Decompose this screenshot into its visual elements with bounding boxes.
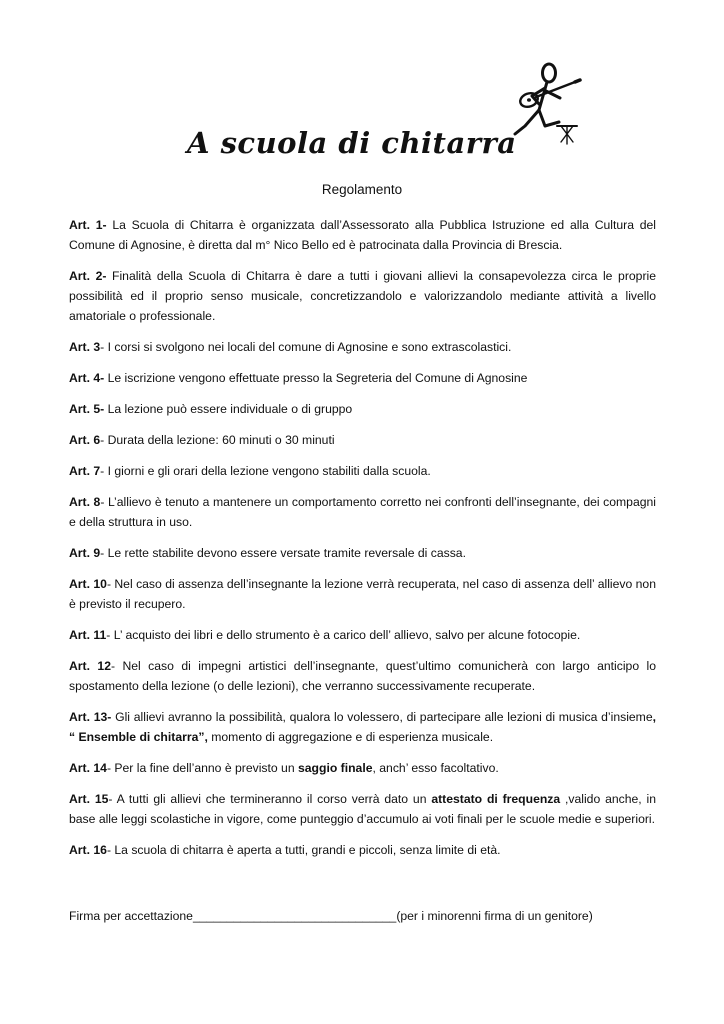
- article-text: Le iscrizione vengono effettuate presso la Segreteria del Comune di Agnosine: [104, 371, 528, 385]
- article-1: [69, 215, 656, 255]
- article-16: [69, 840, 656, 860]
- article-emphasis: saggio finale: [298, 761, 373, 775]
- article-label: Art. 4-: [69, 371, 105, 385]
- article-text: La Scuola di Chitarra è organizzata dall’Assessorato alla Pubblica Istruzione ed alla Cultura del Comune di Agnosine, è diretta dal m° Nico Bello ed è patrocinata dalla Provincia di Brescia.: [69, 218, 656, 252]
- article-label: Art. 15: [69, 792, 109, 806]
- article-label: Art. 11: [69, 628, 107, 642]
- article-text: , anch’ esso facoltativo.: [372, 761, 499, 775]
- article-label: Art. 16: [69, 843, 107, 857]
- article-label: Art. 1-: [69, 218, 107, 232]
- article-3: [69, 337, 656, 357]
- article-label: Art. 14: [69, 761, 107, 775]
- article-label: Art. 2-: [69, 269, 107, 283]
- article-label: Art. 12: [69, 659, 111, 673]
- article-text: - Nel caso di assenza dell’insegnante la lezione verrà recuperata, nel caso di assenza dell’ allievo non è previsto il recupero.: [69, 577, 656, 611]
- article-14: [69, 758, 656, 778]
- article-2: [69, 266, 656, 326]
- article-7: [69, 461, 656, 481]
- article-9: [69, 543, 656, 563]
- article-emphasis: attestato di frequenza: [431, 792, 561, 806]
- article-text: - Le rette stabilite devono essere versate tramite reversale di cassa.: [100, 546, 466, 560]
- signature-blank: ______________________________: [192, 909, 397, 923]
- article-11: [69, 625, 656, 645]
- article-label: Art. 10: [69, 577, 107, 591]
- article-label: Art. 8: [69, 495, 101, 509]
- article-4: [69, 368, 656, 388]
- article-label: Art. 13-: [69, 710, 112, 724]
- article-13: [69, 707, 656, 747]
- page-title: A scuola di chitarra: [187, 126, 517, 160]
- document-subtitle: Regolamento: [321, 182, 403, 197]
- article-label: Art. 5-: [69, 402, 105, 416]
- signature-label: Firma per accettazione: [69, 909, 193, 923]
- article-text: La lezione può essere individuale o di gruppo: [104, 402, 353, 416]
- article-5: [69, 399, 656, 419]
- article-label: Art. 9: [69, 546, 101, 560]
- article-12: [69, 656, 656, 696]
- article-text: - I giorni e gli orari della lezione vengono stabiliti dalla scuola.: [100, 464, 431, 478]
- article-text: Gli allievi avranno la possibilità, qualora lo volessero, di partecipare alle lezioni di musica d’insieme: [111, 710, 653, 724]
- article-6: [69, 430, 656, 450]
- article-text: - Nel caso di impegni artistici dell’insegnante, quest’ultimo comunicherà con largo anticipo lo spostamento della lezione (o delle lezioni), che verranno successivamente recuperate.: [69, 659, 657, 693]
- article-text: - L’allievo è tenuto a mantenere un comportamento corretto nei confronti dell’insegnante, dei compagni e della struttura in uso.: [69, 495, 657, 529]
- article-15: [69, 789, 656, 829]
- article-emphasis: , “ Ensemble di chitarra”,: [69, 710, 656, 744]
- article-text: - Durata della lezione: 60 minuti o 30 minuti: [100, 433, 335, 447]
- article-text: - I corsi si svolgono nei locali del comune di Agnosine e sono extrascolastici.: [100, 340, 512, 354]
- article-10: [69, 574, 656, 614]
- article-label: Art. 3: [69, 340, 101, 354]
- article-text: - Per la fine dell’anno è previsto un: [106, 761, 298, 775]
- article-text: Finalità della Scuola di Chitarra è dare a tutti i giovani allievi la consapevolezza circa le proprie possibilità ed il proprio senso musicale, concretizzandolo e valorizzandolo mediante attività a livello amatoriale o professionale.: [69, 269, 656, 323]
- article-label: Art. 7: [69, 464, 101, 478]
- article-label: Art. 6: [69, 433, 101, 447]
- article-text: momento di aggregazione e di esperienza musicale.: [207, 730, 494, 744]
- article-text: - L’ acquisto dei libri e dello strumento è a carico dell’ allievo, salvo per alcune fotocopie.: [106, 628, 581, 642]
- article-text: - La scuola di chitarra è aperta a tutti, grandi e piccoli, senza limite di età.: [106, 843, 501, 857]
- guitarist-stick-figure-icon: [505, 60, 595, 156]
- article-8: [69, 492, 656, 532]
- signature-note: (per i minorenni firma di un genitore): [396, 909, 593, 923]
- article-text: - A tutti gli allievi che termineranno il corso verrà dato un: [108, 792, 432, 806]
- signature-line: [69, 909, 593, 923]
- article-list: [69, 215, 656, 871]
- article-text: ,valido anche, in base alle leggi scolastiche in vigore, come punteggio d’accumulo ai voti finali per le scuole medie e superiori.: [69, 792, 656, 826]
